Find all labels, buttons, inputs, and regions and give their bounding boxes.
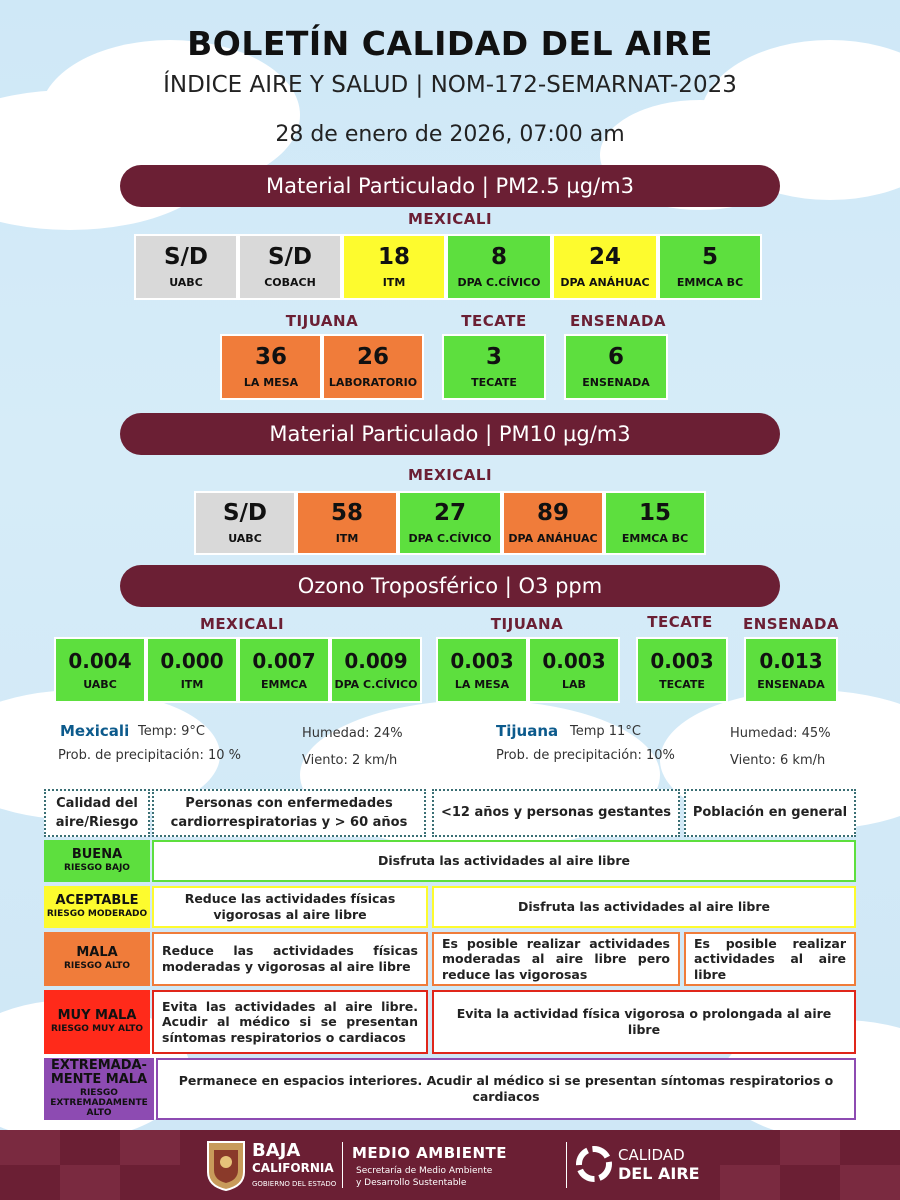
pm25-mexicali-itm-cell — [342, 234, 446, 300]
cell-station: TECATE — [471, 376, 517, 390]
cell-value: 0.013 — [759, 648, 823, 673]
weather-mexicali-wind: Viento: 2 km/h — [302, 753, 398, 768]
pm10-mexicali-emmca-cell — [604, 491, 706, 555]
risk-header-sensitive: Personas con enfermedades cardiorrespiratorias y > 60 años — [152, 789, 426, 837]
cell-station: LAB — [562, 677, 586, 691]
risk-level-name: MALA — [76, 944, 118, 960]
cell-station: EMMCA — [261, 677, 307, 691]
cell-value: 27 — [433, 499, 466, 526]
cell-value: 18 — [377, 243, 410, 270]
footer-ma-sub2: y Desarrollo Sustentable — [356, 1178, 467, 1188]
cell-station: LA MESA — [243, 376, 299, 390]
cell-value: 0.004 — [68, 648, 132, 673]
weather-tijuana-city — [496, 722, 558, 740]
cell-station: DPA ANÁHUAC — [560, 276, 650, 290]
pm10-mexicali-anahuac-cell — [502, 491, 604, 555]
pm25-tecate-label: TECATE — [461, 312, 527, 330]
pm25-mexicali-emmca-cell — [658, 234, 762, 300]
weather-mexicali-temp: Temp: 9°C — [138, 724, 206, 739]
risk-level-aceptable — [44, 886, 150, 928]
baja-california-shield-icon — [206, 1138, 246, 1192]
cell-value: S/D — [267, 243, 313, 270]
pm25-tecate-cell — [442, 334, 546, 400]
cell-value: 26 — [356, 343, 389, 370]
weather-tijuana-temp: Temp 11°C — [570, 724, 641, 739]
o3-tecate-label: TECATE — [647, 613, 713, 631]
cell-value: S/D — [163, 243, 209, 270]
o3-mexicali-label: MEXICALI — [199, 615, 285, 633]
weather-mexicali-city — [60, 722, 129, 740]
cell-value: 0.003 — [450, 648, 514, 673]
cell-station: DPA C.CÍVICO — [334, 677, 418, 691]
o3-band: Ozono Troposférico | O3 ppm — [120, 565, 780, 607]
cell-station: TECATE — [659, 677, 705, 691]
cell-station: DPA C.CÍVICO — [457, 276, 541, 290]
cell-value: 3 — [485, 343, 502, 370]
risk-level-desc: RIESGO BAJO — [64, 863, 130, 874]
cell-value: 0.000 — [160, 648, 224, 673]
cell-station: DPA C.CÍVICO — [408, 532, 492, 546]
cell-station: ENSENADA — [757, 677, 825, 691]
page-subtitle: ÍNDICE AIRE Y SALUD | NOM-172-SEMARNAT-2023 — [163, 72, 737, 98]
pm25-mexicali-uabc-cell — [134, 234, 238, 300]
risk-level-name: ACEPTABLE — [55, 892, 139, 908]
footer-bc-line3: GOBIERNO DEL ESTADO — [252, 1180, 337, 1188]
risk-mala-general: Es posible realizar actividades al aire libre — [684, 932, 856, 986]
pm25-mexicali-cobach-cell — [238, 234, 342, 300]
weather-tijuana-precip: Prob. de precipitación: 10% — [496, 748, 675, 763]
o3-tijuana-lamesa-cell — [436, 637, 528, 703]
cell-value: 36 — [254, 343, 287, 370]
cell-station: ITM — [180, 677, 204, 691]
risk-mala-children: Es posible realizar actividades moderadas al aire libre pero reduce las vigorosas — [432, 932, 680, 986]
footer-ma-sub1: Secretaría de Medio Ambiente — [356, 1166, 493, 1176]
pm25-ensenada-cell — [564, 334, 668, 400]
cell-station: EMMCA BC — [676, 276, 744, 290]
risk-level-buena — [44, 840, 150, 882]
pm25-ensenada-label: ENSENADA — [569, 312, 667, 330]
pm25-mexicali-ccivico-cell — [446, 234, 552, 300]
risk-level-name: MUY MALA — [57, 1007, 137, 1023]
cell-value: 15 — [638, 499, 671, 526]
footer-bc-line2: CALIFORNIA — [252, 1161, 334, 1175]
cell-station: EMMCA BC — [621, 532, 689, 546]
o3-tijuana-lab-cell — [528, 637, 620, 703]
pm25-tijuana-lab-cell — [322, 334, 424, 400]
footer-bc-line1: BAJA — [252, 1140, 301, 1161]
risk-level-desc: RIESGO MUY ALTO — [51, 1024, 143, 1035]
risk-header-quality: Calidad del aire/Riesgo — [44, 789, 150, 837]
cell-station: ITM — [382, 276, 406, 290]
pm10-mexicali-label: MEXICALI — [407, 466, 493, 484]
pm25-tijuana-lamesa-cell — [220, 334, 322, 400]
pm25-mexicali-anahuac-cell — [552, 234, 658, 300]
cell-value: S/D — [222, 499, 268, 526]
footer-ma-title: MEDIO AMBIENTE — [352, 1144, 508, 1162]
cell-station: UABC — [228, 532, 262, 546]
page-title: BOLETÍN CALIDAD DEL AIRE — [187, 24, 713, 63]
risk-aceptable-sensitive: Reduce las actividades físicas vigorosas al aire libre — [152, 886, 428, 928]
weather-mexicali-humidity: Humedad: 24% — [302, 726, 403, 741]
pm25-mexicali-label: MEXICALI — [407, 210, 493, 228]
pm10-mexicali-itm-cell — [296, 491, 398, 555]
risk-mala-sensitive: Reduce las actividades físicas moderadas y vigorosas al aire libre — [152, 932, 428, 986]
pm25-tijuana-label: TIJUANA — [285, 312, 359, 330]
cell-value: 58 — [330, 499, 363, 526]
footer-ca-line2: DEL AIRE — [618, 1164, 700, 1183]
o3-mexicali-uabc-cell — [54, 637, 146, 703]
cell-value: 89 — [536, 499, 569, 526]
cell-value: 24 — [588, 243, 621, 270]
cell-station: UABC — [83, 677, 117, 691]
risk-level-mala — [44, 932, 150, 986]
cell-station: ENSENADA — [582, 376, 650, 390]
risk-level-extrema — [44, 1058, 154, 1120]
cell-station: LABORATORIO — [328, 376, 418, 390]
pm10-mexicali-uabc-cell — [194, 491, 296, 555]
cell-station: UABC — [169, 276, 203, 290]
weather-city-name: Tijuana — [496, 722, 559, 740]
bulletin-date: 28 de enero de 2026, 07:00 am — [275, 122, 625, 147]
cell-station: LA MESA — [454, 677, 510, 691]
risk-buena-all: Disfruta las actividades al aire libre — [152, 840, 856, 882]
o3-ensenada-label: ENSENADA — [742, 615, 840, 633]
o3-mexicali-itm-cell — [146, 637, 238, 703]
risk-level-name: BUENA — [71, 846, 123, 862]
pm10-mexicali-ccivico-cell — [398, 491, 502, 555]
pm10-band: Material Particulado | PM10 µg/m3 — [120, 413, 780, 455]
risk-muy-mala-sensitive: Evita las actividades al aire libre. Acudir al médico si se presentan síntomas respiratorios o cardiacos — [152, 990, 428, 1054]
risk-level-muy-mala — [44, 990, 150, 1054]
cell-value: 0.003 — [650, 648, 714, 673]
cell-value: 6 — [607, 343, 624, 370]
weather-tijuana-wind: Viento: 6 km/h — [730, 753, 826, 768]
o3-mexicali-emmca-cell — [238, 637, 330, 703]
risk-level-name: EXTREMADA-MENTE MALA — [50, 1057, 148, 1088]
footer-ca-line1: CALIDAD — [618, 1146, 685, 1164]
cell-station: ITM — [335, 532, 359, 546]
cell-value: 8 — [490, 243, 507, 270]
footer-bar — [0, 1130, 900, 1200]
footer-divider — [566, 1142, 567, 1188]
risk-aceptable-others: Disfruta las actividades al aire libre — [432, 886, 856, 928]
cell-value: 5 — [701, 243, 718, 270]
risk-level-desc: RIESGO ALTO — [63, 961, 131, 972]
risk-muy-mala-others: Evita la actividad física vigorosa o prolongada al aire libre — [432, 990, 856, 1054]
risk-extrema-all: Permanece en espacios interiores. Acudir al médico si se presentan síntomas respiratorios o cardiacos — [156, 1058, 856, 1120]
cell-value: 0.007 — [252, 648, 316, 673]
weather-tijuana-humidity: Humedad: 45% — [730, 726, 831, 741]
o3-tijuana-label: TIJUANA — [490, 615, 564, 633]
weather-city-name: Mexicali — [60, 722, 130, 740]
risk-level-desc: RIESGO MODERADO — [46, 909, 148, 920]
calidad-aire-logo-icon — [576, 1146, 612, 1182]
weather-mexicali-precip: Prob. de precipitación: 10 % — [58, 748, 242, 763]
cell-value: 0.009 — [344, 648, 408, 673]
cell-station: DPA ANÁHUAC — [508, 532, 598, 546]
o3-ensenada-cell — [744, 637, 838, 703]
cell-value: 0.003 — [542, 648, 606, 673]
pm25-band: Material Particulado | PM2.5 µg/m3 — [120, 165, 780, 207]
footer-divider — [342, 1142, 343, 1188]
risk-level-desc: RIESGO EXTREMADAMENTE ALTO — [50, 1088, 148, 1119]
o3-mexicali-ccivico-cell — [330, 637, 422, 703]
risk-header-children: <12 años y personas gestantes — [432, 789, 680, 837]
o3-tecate-cell — [636, 637, 728, 703]
risk-header-general: Población en general — [684, 789, 856, 837]
cell-station: COBACH — [264, 276, 316, 290]
